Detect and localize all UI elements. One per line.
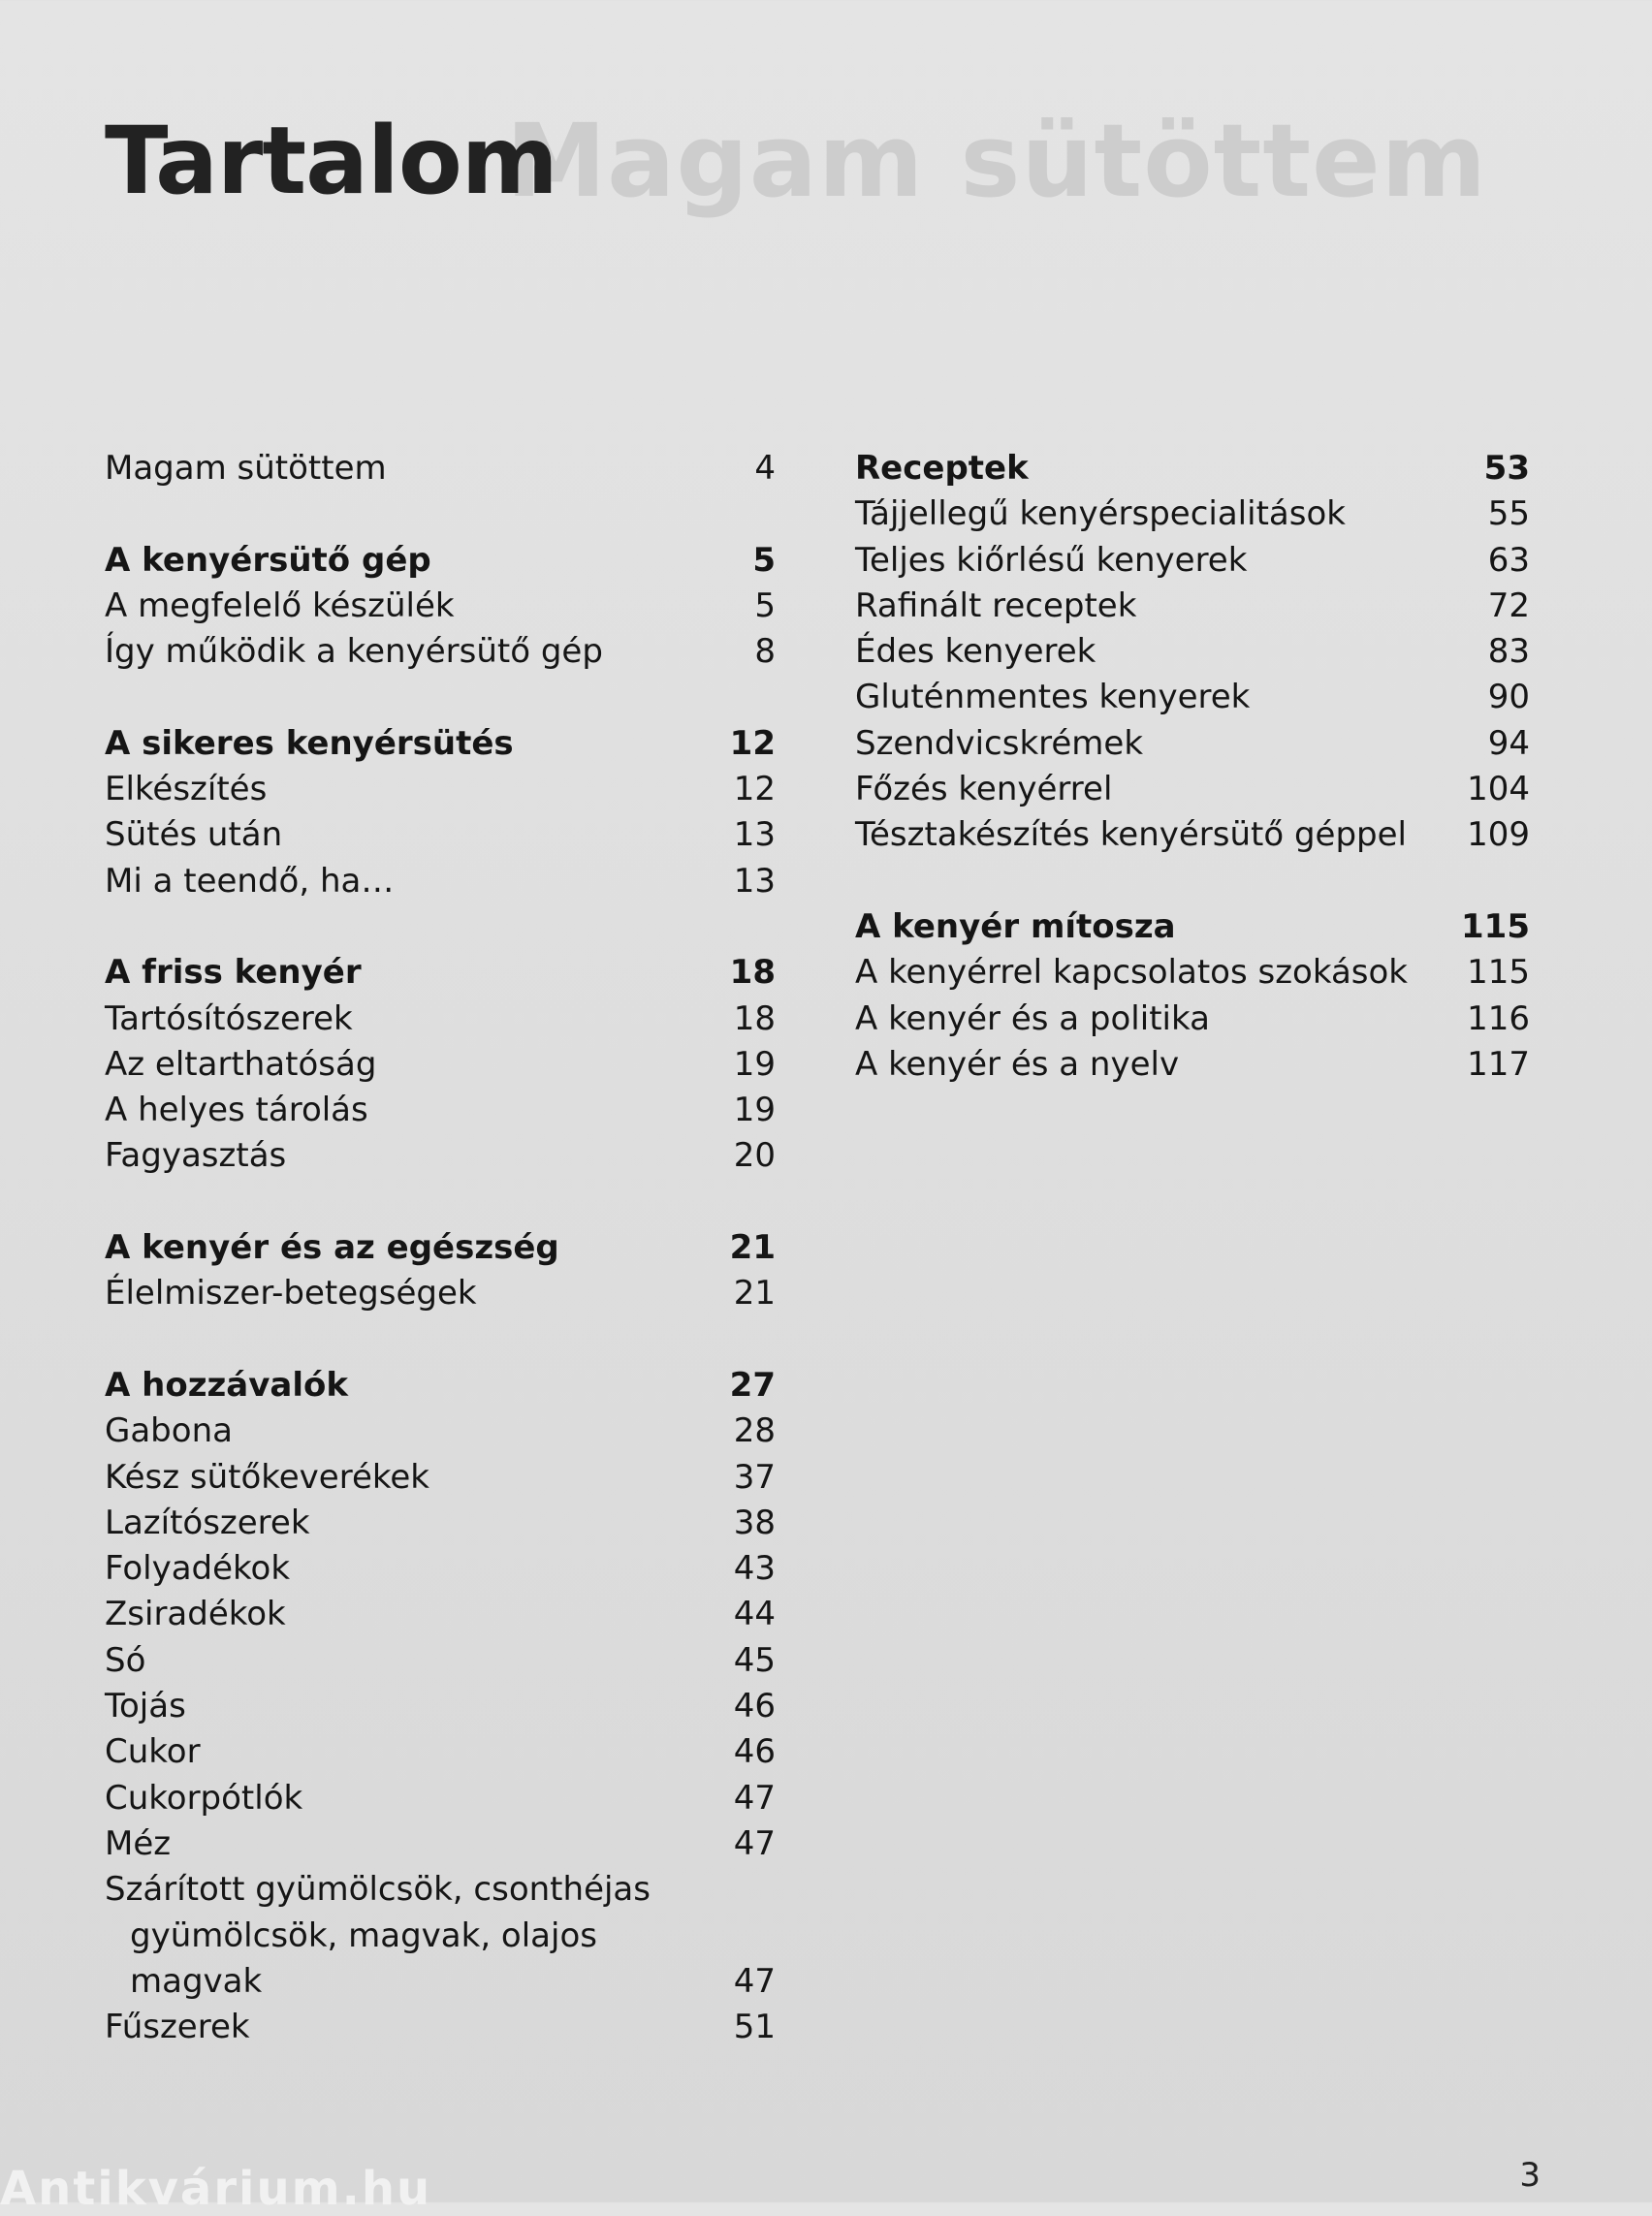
toc-entry-page: 72 [1487,586,1530,625]
toc-entry[interactable] [855,584,1530,629]
section-gap [105,1180,776,1225]
toc-entry-page: 43 [733,1549,776,1589]
toc-entry[interactable] [105,1271,776,1316]
toc-entry[interactable] [855,721,1530,767]
toc-entry[interactable] [855,812,1530,858]
toc-entry-page: 13 [733,815,776,855]
toc-entry-page: 21 [733,1274,776,1314]
toc-entry-label: Tésztakészítés kenyérsütő géppel [855,815,1408,855]
toc-entry-label: A kenyér és a nyelv [855,1044,1180,1084]
toc-entry[interactable] [855,950,1530,996]
toc-entry[interactable] [855,491,1530,537]
toc-entry[interactable] [105,1042,776,1088]
toc-entry[interactable] [105,1867,776,2005]
toc-entry-page: 19 [733,1044,776,1084]
toc-entry[interactable] [105,1776,776,1821]
toc-entry-label: Gabona [105,1411,233,1451]
toc-section-heading[interactable] [105,950,776,996]
toc-entry[interactable] [105,446,776,491]
toc-entry-page: 47 [733,1823,776,1863]
watermark: Antikvárium.hu [0,2162,432,2216]
toc-entry[interactable] [105,1592,776,1637]
toc-entry-label: Tojás [105,1687,186,1726]
toc-section-heading[interactable] [105,1363,776,1409]
toc-entry-label: Zsiradékok [105,1595,286,1634]
toc-entry[interactable] [105,2005,776,2050]
toc-entry[interactable] [105,1133,776,1179]
toc-entry[interactable] [105,997,776,1042]
toc-entry-page: 46 [733,1732,776,1772]
toc-section-heading[interactable] [105,538,776,584]
toc-entry-label: Mi a teendő, ha… [105,861,395,901]
toc-entry-page: 94 [1487,723,1530,763]
toc-entry-label: Teljes kiőrlésű kenyerek [855,540,1248,580]
toc-entry-label: Folyadékok [105,1549,291,1589]
toc-entry[interactable] [855,767,1530,812]
toc-entry[interactable] [105,1684,776,1729]
toc-entry-label: Élelmiszer-betegségek [105,1274,477,1314]
toc-entry-page: 18 [729,953,776,993]
toc-entry-page: 4 [754,449,776,488]
section-gap [855,859,1530,904]
toc-entry-label: Szendvicskrémek [855,723,1144,763]
toc-entry-label: Cukorpótlók [105,1778,303,1818]
toc-entry-page: 38 [733,1503,776,1542]
toc-entry-page: 115 [1467,953,1530,993]
toc-entry-page: 8 [754,632,776,672]
toc-entry-label-line: gyümölcsök, magvak, olajos magvak [130,1915,597,2001]
toc-entry[interactable] [105,1546,776,1592]
toc-entry[interactable] [105,767,776,812]
toc-entry[interactable] [105,1455,776,1501]
toc-entry-page: 27 [729,1365,776,1405]
toc-entry-label: Receptek [855,449,1029,488]
toc-entry[interactable] [105,1409,776,1454]
toc-entry-label: A kenyér mítosza [855,906,1176,946]
toc-entry-label: Kész sütőkeverékek [105,1457,429,1497]
toc-entry-label: Édes kenyerek [855,632,1096,672]
toc-entry-label: Só [105,1640,146,1680]
toc-entry-label: A megfelelő készülék [105,586,455,625]
toc-entry-label: Tájjellegű kenyérspecialitások [855,494,1346,534]
toc-entry[interactable] [105,812,776,858]
toc-entry[interactable] [105,629,776,675]
toc-entry[interactable] [855,538,1530,584]
toc-entry-label: A kenyér és a politika [855,998,1210,1038]
toc-entry-page: 28 [733,1411,776,1451]
toc-entry-page: 13 [733,861,776,901]
toc-entry-label: A hozzávalók [105,1365,348,1405]
toc-entry-page: 53 [1483,449,1530,488]
section-gap [105,1317,776,1363]
toc-entry[interactable] [105,1638,776,1684]
toc-entry-page: 83 [1487,632,1530,672]
toc-entry[interactable] [105,1729,776,1775]
toc-section-heading[interactable] [855,446,1530,491]
toc-entry-label: Az eltarthatóság [105,1044,377,1084]
toc-entry-label-line: Szárított gyümölcsök, csonthéjas [105,1870,651,1910]
toc-entry-label: Így működik a kenyérsütő gép [105,632,603,672]
toc-entry-label: A friss kenyér [105,953,362,993]
toc-entry-page: 116 [1467,998,1530,1038]
toc-entry-label: Sütés után [105,815,283,855]
toc-entry-page: 117 [1467,1044,1530,1084]
toc-column-right [855,446,1530,1088]
toc-entry-label: A helyes tárolás [105,1091,368,1130]
toc-entry-page: 45 [733,1640,776,1680]
toc-entry[interactable] [105,584,776,629]
toc-entry-label: A kenyérrel kapcsolatos szokások [855,953,1408,993]
toc-entry[interactable] [105,1501,776,1546]
toc-column-left [105,446,776,2050]
toc-entry-page: 46 [733,1687,776,1726]
toc-section-heading[interactable] [855,904,1530,950]
toc-entry-label [105,1867,698,2005]
toc-entry-page: 12 [733,770,776,809]
toc-entry-label: Főzés kenyérrel [855,770,1113,809]
toc-entry-label: Rafinált receptek [855,586,1137,625]
toc-section-heading[interactable] [105,721,776,767]
toc-entry-page: 63 [1487,540,1530,580]
toc-entry-page: 47 [733,1961,776,2001]
toc-entry-label: A kenyérsütő gép [105,540,431,580]
toc-entry-label: Elkészítés [105,770,268,809]
toc-entry-page: 19 [733,1091,776,1130]
toc-entry[interactable] [105,1821,776,1867]
toc-entry-label: Fagyasztás [105,1136,287,1176]
section-gap [105,675,776,720]
toc-entry-page: 109 [1467,815,1530,855]
toc-entry-label: A kenyér és az egészség [105,1228,559,1268]
toc-entry[interactable] [105,1088,776,1133]
toc-entry-page: 55 [1487,494,1530,534]
section-gap [105,491,776,537]
toc-entry-label: Fűszerek [105,2008,250,2047]
toc-entry-label: Méz [105,1823,172,1863]
ghost-title-bleed: Magam sütöttem [505,102,1487,220]
toc-entry-page: 20 [733,1136,776,1176]
toc-entry[interactable] [855,997,1530,1042]
toc-entry[interactable] [105,859,776,904]
toc-entry-page: 104 [1467,770,1530,809]
page-number: 3 [1519,2156,1541,2195]
toc-entry-label: Tartósítószerek [105,998,353,1038]
toc-entry-page: 18 [733,998,776,1038]
toc-entry-page: 5 [754,586,776,625]
toc-entry-page: 115 [1461,906,1530,946]
toc-entry-label: Gluténmentes kenyerek [855,678,1251,717]
toc-entry-page: 90 [1487,678,1530,717]
toc-entry[interactable] [855,1042,1530,1088]
toc-entry-page: 37 [733,1457,776,1497]
toc-entry-page: 21 [729,1228,776,1268]
toc-entry-label: Cukor [105,1732,201,1772]
toc-entry-label: Magam sütöttem [105,449,387,488]
toc-entry-label: Lazítószerek [105,1503,310,1542]
toc-entry-page: 44 [733,1595,776,1634]
toc-entry-page: 5 [752,540,776,580]
toc-entry[interactable] [855,675,1530,720]
toc-entry-label: A sikeres kenyérsütés [105,723,514,763]
toc-entry[interactable] [855,629,1530,675]
section-gap [105,904,776,950]
toc-entry-page: 47 [733,1778,776,1818]
toc-entry-page: 12 [729,723,776,763]
page-title: Tartalom [105,107,557,215]
toc-entry-page: 51 [733,2008,776,2047]
toc-section-heading[interactable] [105,1225,776,1271]
